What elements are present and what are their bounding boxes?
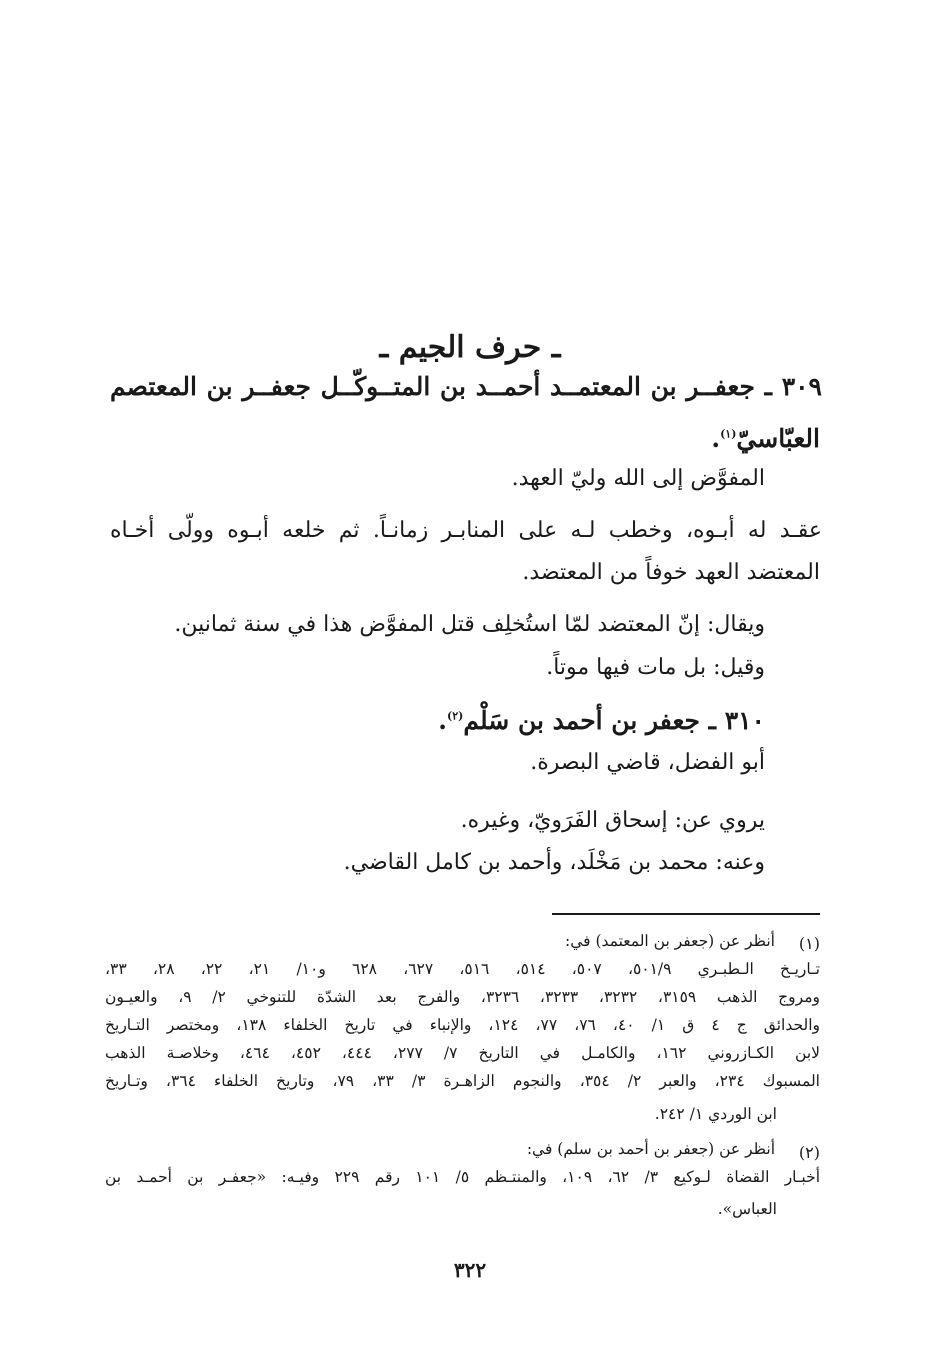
entry-310-heading xyxy=(438,706,765,735)
footnote-1-line1: أنظر عن (جعفر بن المعتمد) في: xyxy=(564,932,775,950)
entry-309-para1-line1: عقـد له أبـوه، وخطب لـه على المنابـر زمانـاً. ثم خلعه أبـوه وولّى أخـاه xyxy=(110,518,822,543)
entry-309-heading-name: العبّاسيّ xyxy=(736,424,820,453)
entry-309-heading-line2 xyxy=(711,424,820,453)
footnote-1-line3: ومروج الذهب ٣١٥٩، ٣٢٣٢، ٣٢٣٣، ٣٢٣٦، والفرج بعد الشدّة للتنوخي ٢/ ٩، والعيـون xyxy=(105,988,820,1006)
footnote-1-line5: لابن الكـازروني ١٦٢، والكامـل في التاريخ ٧/ ٢٧٧، ٤٤٤، ٤٥٢، ٤٦٤، وخلاصـة الذهب xyxy=(105,1044,820,1062)
entry-310-heading-text: ٣١٠ ـ جعفر بن أحمد بن سَلْم xyxy=(463,706,765,735)
footnote-2-number: (٢) xyxy=(798,1143,820,1162)
footnote-2-line2: أخبـار القضاة لـوكيع ٣/ ٦٢، ١٠٩، والمنتـظم ٥/ ١٠١ رقم ٢٢٩ وفيـه: «جعفـر بن أحمـد بن xyxy=(105,1168,821,1186)
footnote-ref-2[interactable]: (٢) xyxy=(447,709,464,723)
footnote-1-line7: ابن الوردي ١/ ٢٤٢. xyxy=(654,1105,777,1123)
entry-309-heading-line1: ٣٠٩ ـ جعفــر بن المعتمــد أحمــد بن المتــوكّــل جعفــر بن المعتصم xyxy=(110,372,822,401)
footnote-1-line6: المسبوك ٢٣٤، والعبر ٢/ ٣٥٤، والنجوم الزاهـرة ٣/ ٣٣، ٧٩، وتاريخ الخلفاء ٣٦٤، وتـاريخ xyxy=(105,1072,820,1090)
footnote-1-number: (١) xyxy=(798,934,820,953)
section-title: ـ حرف الجيم ـ xyxy=(379,330,561,365)
footnote-2-line3: العباس». xyxy=(717,1200,777,1218)
entry-310-heading-end: . xyxy=(438,706,448,735)
footnote-1-line4: والحدائق ج ٤ ق ١/ ٤٠، ٧٦، ٧٧، ١٢٤، والإنباء في تاريخ الخلفاء ١٣٨، ومختصر التـاريخ xyxy=(105,1016,820,1034)
entry-309-title: المفوَّض إلى الله وليّ العهد. xyxy=(511,466,765,491)
entry-310-line2: يروي عن: إسحاق الفَرَويّ، وغيره. xyxy=(460,808,765,833)
entry-309-para1-line2: المعتضد العهد خوفاً من المعتضد. xyxy=(522,560,820,585)
entry-310-line1: أبو الفضل، قاضي البصرة. xyxy=(530,750,765,775)
footnote-divider xyxy=(552,913,820,915)
entry-310-line3: وعنه: محمد بن مَخْلَد، وأحمد بن كامل القاضي. xyxy=(343,850,765,875)
footnote-1-line2: تـاريـخ الـطبـري ٥٠١/٩، ٥٠٧، ٥١٤، ٥١٦، ٦٢٧، ٦٢٨ و١٠/ ٢١، ٢٢، ٢٨، ٣٣، xyxy=(105,960,820,978)
page-number: ٣٢٢ xyxy=(453,1258,487,1282)
footnote-2-line1: أنظر عن (جعفر بن أحمد بن سلم) في: xyxy=(526,1140,775,1158)
footnote-ref-1[interactable]: (١) xyxy=(720,427,737,441)
entry-309-para2-line1: ويقال: إنّ المعتضد لمّا استُخلِف قتل المفوَّض هذا في سنة ثمانين. xyxy=(174,612,765,637)
entry-309-heading-end: . xyxy=(711,424,721,453)
entry-309-para2-line2: وقيل: بل مات فيها موتاً. xyxy=(546,655,765,680)
